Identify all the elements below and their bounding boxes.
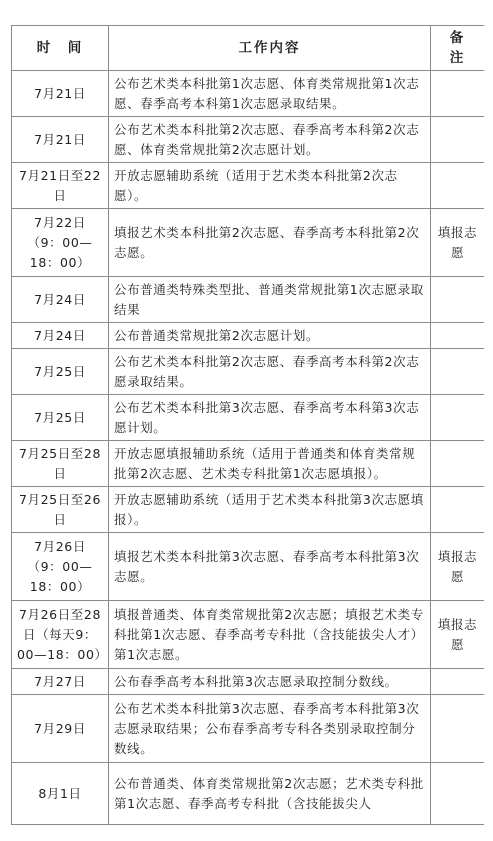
row-content: 公布春季高考本科批第3次志愿录取控制分数线。 [109, 669, 431, 695]
row-note [431, 695, 485, 763]
table-row [12, 669, 485, 695]
header-content: 工作内容 [109, 26, 431, 71]
row-note [431, 349, 485, 395]
table-row [12, 441, 485, 487]
row-note [431, 163, 485, 209]
row-content: 公布艺术类本科批第3次志愿、春季高考本科第3次志愿计划。 [109, 395, 431, 441]
row-content: 公布艺术类本科批第2次志愿、春季高考本科第2次志愿录取结果。 [109, 349, 431, 395]
row-time: 7月26日（9：00—18：00） [12, 533, 109, 601]
row-note [431, 71, 485, 117]
table-row [12, 323, 485, 349]
schedule-table [11, 25, 484, 825]
header-time: 时 间 [12, 26, 109, 71]
header-note: 备 注 [431, 26, 485, 71]
schedule-document [11, 25, 484, 841]
table-row [12, 763, 485, 825]
row-note [431, 395, 485, 441]
row-time: 7月29日 [12, 695, 109, 763]
row-note [431, 487, 485, 533]
row-time: 7月25日至28日 [12, 441, 109, 487]
row-content: 公布普通类特殊类型批、普通类常规批第1次志愿录取结果 [109, 277, 431, 323]
row-note [431, 323, 485, 349]
row-content: 开放志愿辅助系统（适用于艺术类本科批第3次志愿填报）。 [109, 487, 431, 533]
row-time: 7月25日 [12, 395, 109, 441]
table-row [12, 395, 485, 441]
row-content: 公布普通类常规批第2次志愿计划。 [109, 323, 431, 349]
row-note [431, 669, 485, 695]
row-content: 开放志愿辅助系统（适用于艺术类本科批第2次志愿）。 [109, 163, 431, 209]
row-time: 7月21日 [12, 71, 109, 117]
row-content: 填报普通类、体育类常规批第2次志愿；填报艺术类专科批第1次志愿、春季高考专科批（含技能拔尖人才）第1次志愿。 [109, 601, 431, 669]
row-time: 7月25日 [12, 349, 109, 395]
row-content: 公布艺术类本科批第2次志愿、春季高考本科第2次志愿、体育类常规批第2次志愿计划。 [109, 117, 431, 163]
table-row [12, 533, 485, 601]
row-time: 7月25日至26日 [12, 487, 109, 533]
row-note [431, 117, 485, 163]
table-row [12, 209, 485, 277]
table-row [12, 695, 485, 763]
row-content: 填报艺术类本科批第2次志愿、春季高考本科批第2次志愿。 [109, 209, 431, 277]
row-time: 7月21日 [12, 117, 109, 163]
row-note: 填报志愿 [431, 601, 485, 669]
row-note [431, 763, 485, 825]
row-note [431, 277, 485, 323]
row-time: 7月21日至22日 [12, 163, 109, 209]
row-note: 填报志愿 [431, 209, 485, 277]
row-content: 开放志愿填报辅助系统（适用于普通类和体育类常规批第2次志愿、艺术类专科批第1次志愿填报）。 [109, 441, 431, 487]
table-row [12, 601, 485, 669]
header-row [12, 26, 485, 71]
row-note [431, 441, 485, 487]
row-content: 填报艺术类本科批第3次志愿、春季高考本科批第3次志愿。 [109, 533, 431, 601]
row-note: 填报志愿 [431, 533, 485, 601]
table-row [12, 487, 485, 533]
table-row [12, 349, 485, 395]
row-time: 7月24日 [12, 323, 109, 349]
row-time: 7月27日 [12, 669, 109, 695]
row-content: 公布艺术类本科批第3次志愿、春季高考本科批第3次志愿录取结果；公布春季高考专科各类别录取控制分数线。 [109, 695, 431, 763]
table-row [12, 71, 485, 117]
table-row [12, 163, 485, 209]
row-content: 公布普通类、体育类常规批第2次志愿；艺术类专科批第1次志愿、春季高考专科批（含技能拔尖人 [109, 763, 431, 825]
row-content: 公布艺术类本科批第1次志愿、体育类常规批第1次志愿、春季高考本科第1次志愿录取结果。 [109, 71, 431, 117]
table-row [12, 117, 485, 163]
row-time: 7月26日至28日（每天9：00—18：00） [12, 601, 109, 669]
row-time: 7月24日 [12, 277, 109, 323]
table-row [12, 277, 485, 323]
row-time: 7月22日（9：00—18：00） [12, 209, 109, 277]
row-time: 8月1日 [12, 763, 109, 825]
